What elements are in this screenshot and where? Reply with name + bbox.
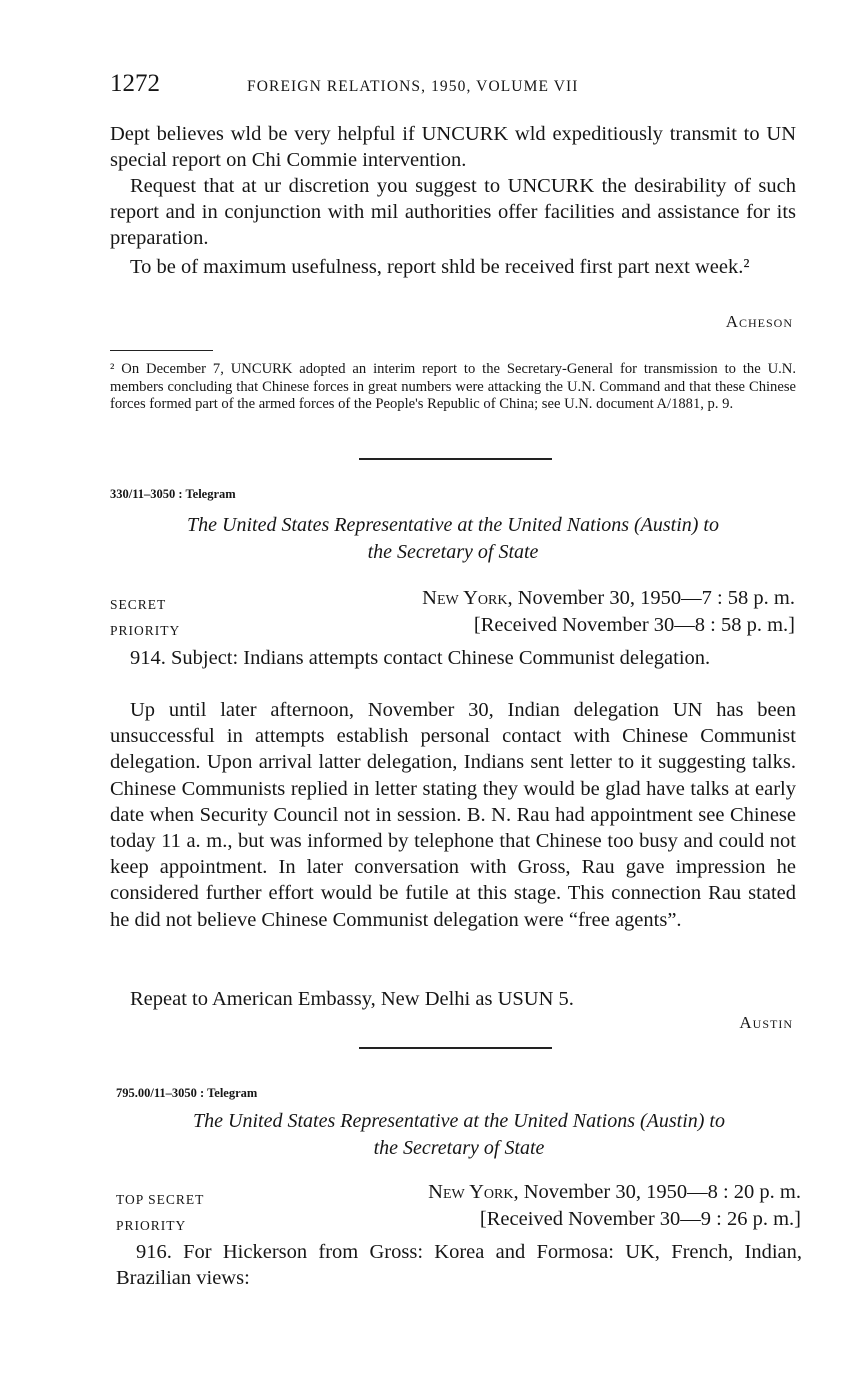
document-heading-line-2: the Secretary of State bbox=[367, 541, 539, 563]
prev-paragraph-3: To be of maximum usefulness, report shld be received first part next week.² bbox=[130, 256, 750, 278]
running-head: FOREIGN RELATIONS, 1950, VOLUME VII bbox=[247, 78, 579, 95]
telegram-repeat-line: Repeat to American Embassy, New Delhi as USUN 5. bbox=[130, 988, 574, 1010]
document-heading-line-1: The United States Representative at the United Nations (Austin) to bbox=[187, 514, 719, 536]
signature-acheson: Acheson bbox=[725, 312, 793, 331]
dateline bbox=[428, 1181, 801, 1204]
section-divider bbox=[359, 1047, 552, 1049]
signature-austin: Austin bbox=[739, 1013, 793, 1032]
document-reference: 330/11–3050 : Telegram bbox=[110, 487, 236, 501]
dateline-place: New York, bbox=[422, 587, 513, 609]
dateline-place: New York, bbox=[428, 1181, 519, 1203]
telegram-body: Up until later afternoon, November 30, Indian delegation UN has been unsuccessful in attempts establish personal contact with Chinese Communist delegation. Upon arrival latter delegation, Indians sent letter to it suggesting talks. Chinese Communists replied in letter stating they would be glad have talks at early date when Security Council not in session. B. N. Rau had appointment see Chinese today 11 a. m., but was informed by telephone that Chinese too busy and could not keep appointment. In later conversation with Gross, Rau gave impression he considered further effort would be futile at this stage. This connection Rau stated he did not believe Chinese Communist delegation were “free agents”. bbox=[110, 699, 796, 931]
classification-label: TOP SECRET bbox=[116, 1192, 205, 1207]
dateline-date: November 30, 1950—7 : 58 p. m. bbox=[512, 587, 795, 609]
classification-label: SECRET bbox=[110, 597, 167, 612]
dateline-date: November 30, 1950—8 : 20 p. m. bbox=[518, 1181, 801, 1203]
prev-paragraph-1: Dept believes wld be very helpful if UNCURK wld expeditiously transmit to UN special report on Chi Commie intervention. bbox=[110, 123, 796, 172]
document-heading-line-1: The United States Representative at the United Nations (Austin) to bbox=[193, 1110, 725, 1132]
dateline bbox=[422, 587, 795, 610]
footnote-rule bbox=[110, 350, 213, 351]
document-heading-line-2: the Secretary of State bbox=[373, 1137, 545, 1159]
telegram-subject: 916. For Hickerson from Gross: Korea and Formosa: UK, French, Indian, Brazilian views: bbox=[116, 1241, 802, 1290]
received-line: [Received November 30—8 : 58 p. m.] bbox=[473, 614, 795, 636]
section-divider bbox=[359, 458, 552, 460]
priority-label: PRIORITY bbox=[116, 1218, 187, 1233]
priority-label: PRIORITY bbox=[110, 623, 181, 638]
prev-paragraph-2: Request that at ur discretion you suggest to UNCURK the desirability of such report and in conjunction with mil authorities offer facilities and assistance for its preparation. bbox=[110, 175, 796, 250]
document-reference: 795.00/11–3050 : Telegram bbox=[116, 1086, 258, 1100]
received-line: [Received November 30—9 : 26 p. m.] bbox=[479, 1208, 801, 1230]
telegram-subject: 914. Subject: Indians attempts contact Chinese Communist delegation. bbox=[130, 647, 711, 669]
page-number: 1272 bbox=[110, 70, 160, 97]
footnote: ² On December 7, UNCURK adopted an interim report to the Secretary-General for transmission to the U.N. members concluding that Chinese forces in great numbers were attacking the U.N. Command and that these Chinese forces formed part of the armed forces of the People's Republic of China; see U.N. document A/1881, p. 9. bbox=[110, 361, 796, 413]
